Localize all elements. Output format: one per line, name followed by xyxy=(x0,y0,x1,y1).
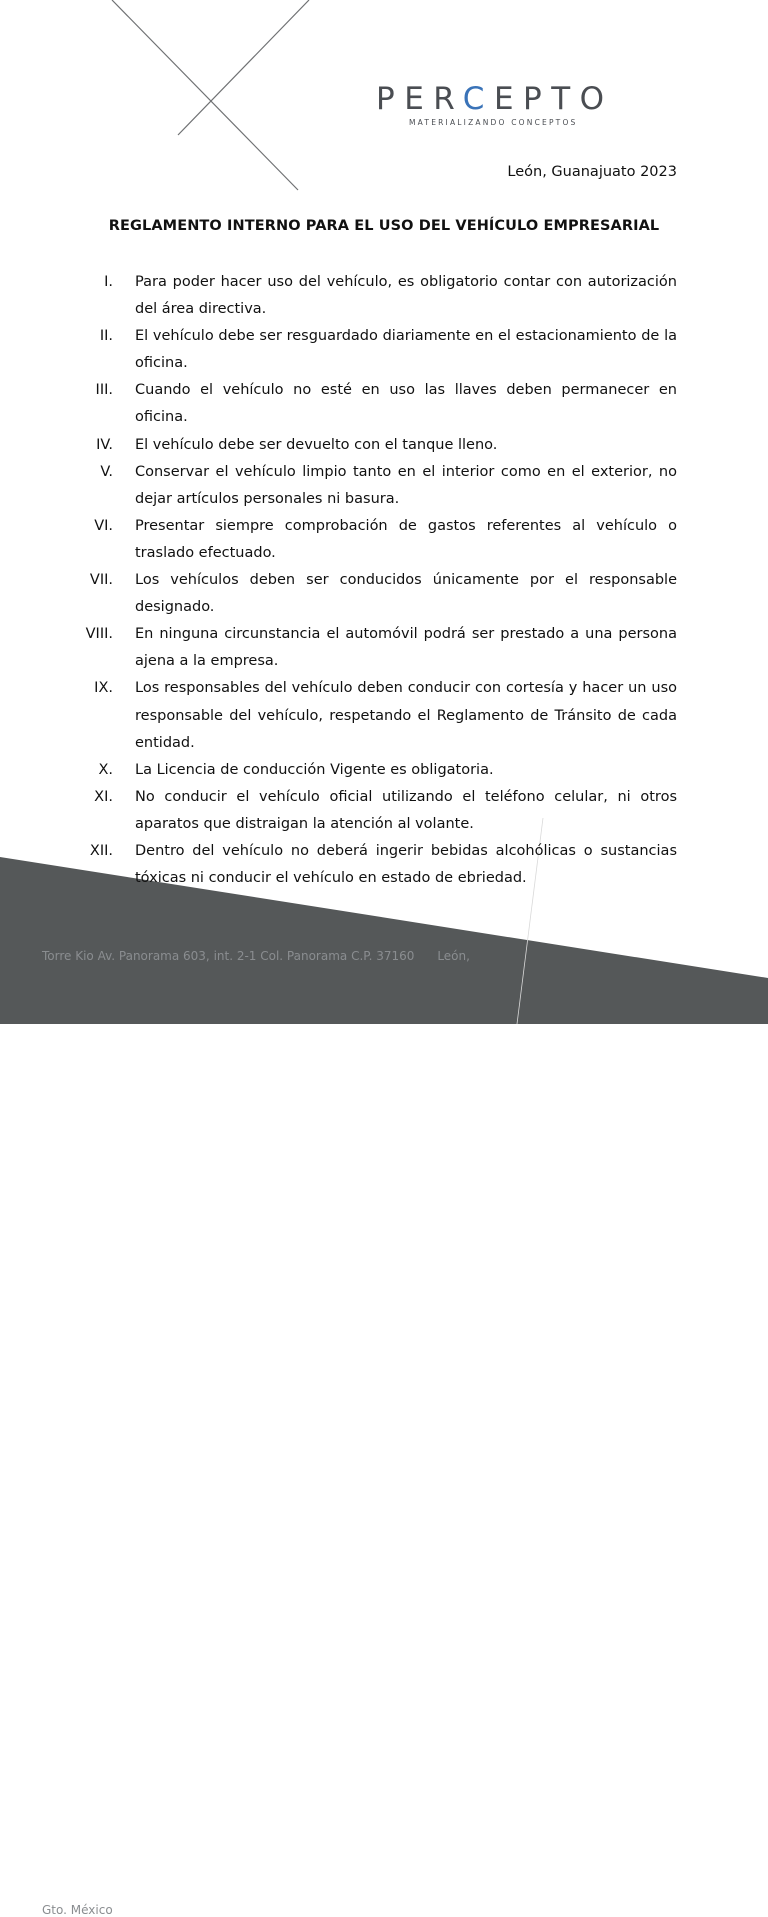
place-date: León, Guanajuato 2023 xyxy=(507,164,677,180)
rule-number: XII. xyxy=(89,842,113,859)
rule-text: Dentro del vehículo no deberá ingerir bebidas alcohólicas o sustancias tóxicas ni conducir el vehículo en estado de ebriedad. xyxy=(135,842,677,887)
rule-number: V. xyxy=(100,463,113,480)
rule-number: III. xyxy=(95,382,113,399)
rule-number: XI. xyxy=(94,788,113,805)
rule-number: IX. xyxy=(94,680,113,697)
rule-text: Los responsables del vehículo deben conducir con cortesía y hacer un uso responsable del vehículo, respetando el Reglamento de Tránsito de cada entidad. xyxy=(135,680,677,751)
rule-number: VII. xyxy=(89,572,113,589)
rule-number: X. xyxy=(98,761,113,778)
rule-text: En ninguna circunstancia el automóvil podrá ser prestado a una persona ajena a la empresa. xyxy=(135,626,677,670)
rule-text: El vehículo debe ser resguardado diariamente en el estacionamiento de la oficina. xyxy=(135,328,677,372)
rule-number: II. xyxy=(99,328,113,345)
rule-text: No conducir el vehículo oficial utilizando el teléfono celular, ni otros aparatos que distraigan la atención al volante. xyxy=(135,788,677,832)
rule-number: VI. xyxy=(94,517,113,534)
rule-text: Para poder hacer uso del vehículo, es obligatorio contar con autorización del área directiva. xyxy=(135,274,677,318)
footer-address: Torre Kio Av. Panorama 603, int. 2-1 Col. Panorama C.P. 37160 León, xyxy=(42,949,470,963)
rule-number: I. xyxy=(104,274,113,290)
rule-text: Presentar siempre comprobación de gastos referentes al vehículo o traslado efectuado. xyxy=(135,517,677,561)
footer-address-overflow xyxy=(0,940,768,1917)
document-title: REGLAMENTO INTERNO PARA EL USO DEL VEHÍCULO EMPRESARIAL xyxy=(108,218,660,234)
rule-number: VIII. xyxy=(85,626,113,643)
rule-text: Cuando el vehículo no esté en uso las llaves deben permanecer en oficina. xyxy=(135,382,677,426)
logo-word-accent: C xyxy=(462,81,494,117)
rule-number: IV. xyxy=(96,436,113,453)
rule-text: Conservar el vehículo limpio tanto en el interior como en el exterior, no dejar artículos personales ni basura. xyxy=(135,463,677,507)
logo-tagline: MATERIALIZANDO CONCEPTOS xyxy=(409,118,578,127)
rule-text: La Licencia de conducción Vigente es obligatoria. xyxy=(135,761,494,778)
rule-text: El vehículo debe ser devuelto con el tanque lleno. xyxy=(135,436,498,453)
rule-text: Los vehículos deben ser conducidos únicamente por el responsable designado. xyxy=(135,572,677,616)
logo-word-end: EPTO xyxy=(493,81,614,117)
footer-address-line2: Gto. México xyxy=(42,1903,113,1917)
logo-word-start: PER xyxy=(376,81,463,117)
